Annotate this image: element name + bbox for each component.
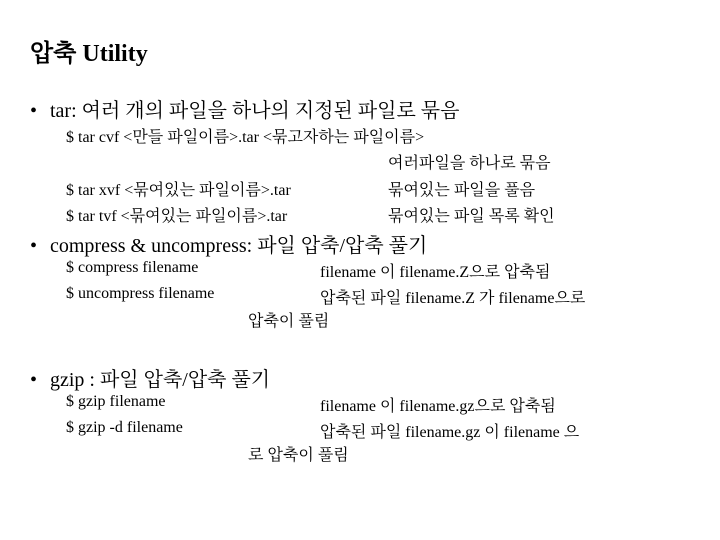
bullet-dot: • (30, 100, 38, 122)
uncompress-command: $ uncompress filename (66, 285, 215, 302)
compress-command: $ compress filename (66, 259, 199, 276)
gzip-command: $ gzip filename (66, 393, 166, 410)
bullet-text: compress & uncompress: 파일 압축/압축 풀기 (50, 235, 428, 257)
page-title: 압축 Utility (30, 41, 148, 67)
tar-xvf-command: $ tar xvf <묶여있는 파일이름>.tar (66, 182, 291, 199)
bullet-tar (30, 94, 459, 123)
uncompress-description: 압축된 파일 filename.Z 가 filename으로 (320, 290, 586, 307)
gzip-d-description-cont: 로 압축이 풀림 (248, 447, 349, 464)
tar-xvf-description: 묶여있는 파일을 풀음 (388, 182, 536, 199)
bullet-text: tar: 여러 개의 파일을 하나의 지정된 파일로 묶음 (50, 100, 460, 122)
bullet-text: gzip : 파일 압축/압축 풀기 (50, 369, 271, 391)
tar-cvf-description: 여러파일을 하나로 묶음 (388, 155, 551, 172)
bullet-dot: • (30, 369, 38, 391)
bullet-dot: • (30, 235, 38, 257)
tar-tvf-command: $ tar tvf <묶여있는 파일이름>.tar (66, 208, 288, 225)
uncompress-description-cont: 압축이 풀림 (248, 313, 330, 330)
tar-tvf-description: 묶여있는 파일 목록 확인 (388, 208, 555, 225)
gzip-d-command: $ gzip -d filename (66, 419, 183, 436)
bullet-gzip (30, 363, 270, 392)
tar-cvf-command: $ tar cvf <만들 파일이름>.tar <묶고자하는 파일이름> (66, 129, 425, 146)
gzip-description: filename 이 filename.gz으로 압축됨 (320, 398, 556, 415)
bullet-compress (30, 229, 427, 258)
compress-description: filename 이 filename.Z으로 압축됨 (320, 264, 551, 281)
gzip-d-description: 압축된 파일 filename.gz 이 filename 으 (320, 424, 580, 441)
